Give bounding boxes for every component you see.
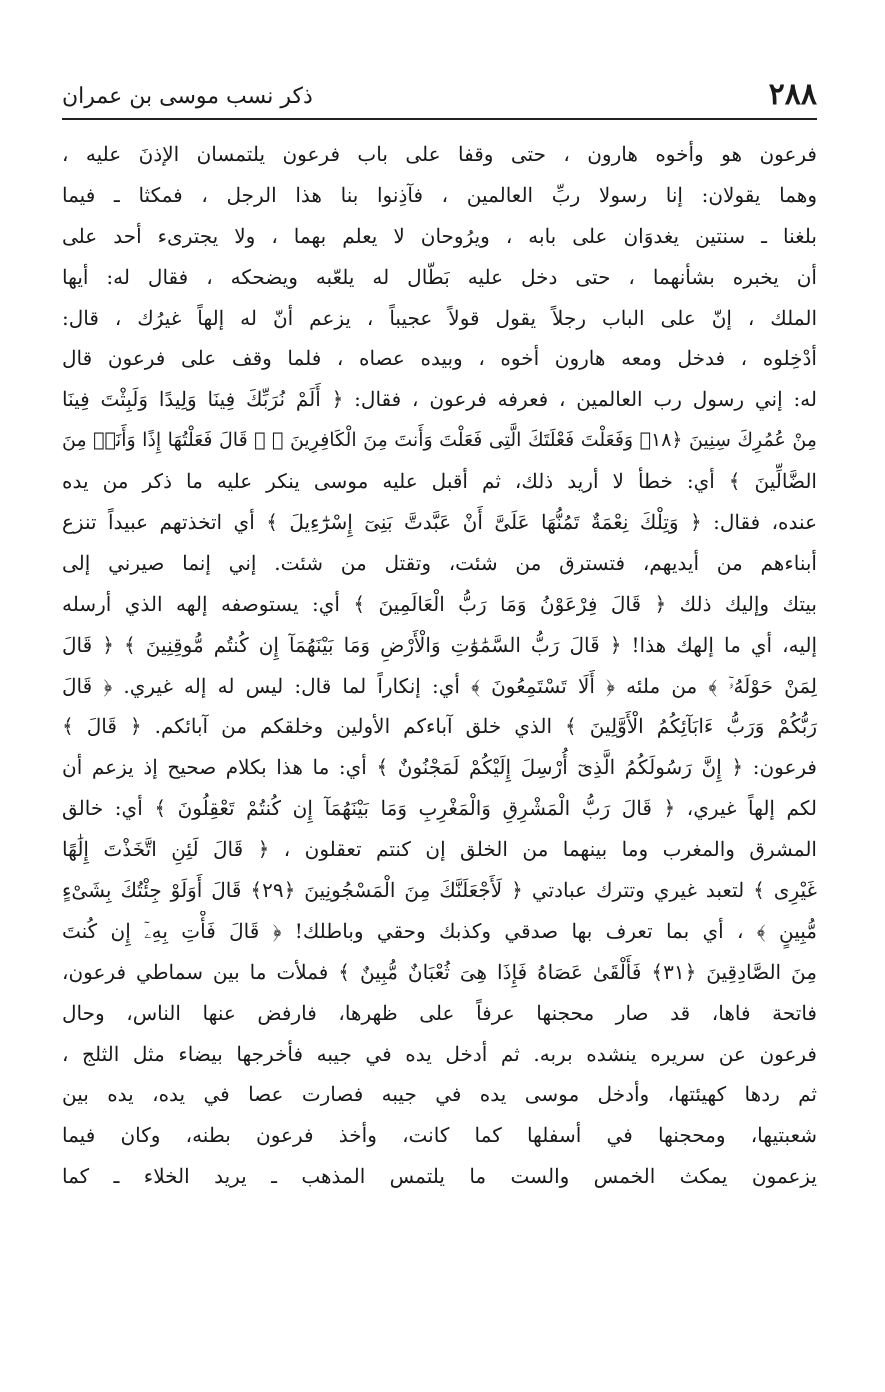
text-line: فاتحة فاها، قد صار محجنها عرفاً على ظهرها، فارفض عنها الناس، وحال [62,1000,817,1025]
text-line: الملك ، إنّ على الباب رجلاً يقول قولاً عجيباً ، يزعم أنّ له إلهاً غيرُك ، قال: [62,305,817,330]
page-header [62,78,817,118]
text-line: فرعون هو وأخوه هارون ، حتى وقفا على باب فرعون يلتمسان الإذنَ عليه ، [62,142,817,166]
text-line: بيتك وإليك ذلك ﴿ قَالَ فِرْعَوْنُ وَمَا رَبُّ الْعَالَمِينَ ﴾ أي: يستوصفه إلهه الذي أرسله [62,591,817,616]
text-line: يزعمون يمكث الخمس والست ما يلتمس المذهب ـ يريد الخلاء ـ كما [62,1164,817,1189]
text-line: له: إني رسول رب العالمين ، فعرفه فرعون ، فقال: ﴿ أَلَمْ نُرَبِّكَ فِينَا وَلِيدًا وَلَبِثْتَ فِينَا [62,387,817,412]
text-line: أبناءهم من أيديهم، فتسترق من شئت، وتقتل من شئت. إني إنما صيرني إلى [62,550,817,575]
text-line: ثم ردها كهيئتها، وأدخل موسى يده في جيبه فصارت عصا في يده، يده بين [62,1082,817,1107]
text-line: لكم إلهاً غيري، ﴿ قَالَ رَبُّ الْمَشْرِقِ وَالْمَغْرِبِ وَمَا بَيْنَهُمَآ إِن كُنتُمْ تَعْقِلُونَ ﴾ أي: خالق [62,796,817,821]
running-title: ذكر نسب موسى بن عمران [62,84,313,109]
text-line: مِنْ عُمُرِكَ سِنِينَ ﴿١٨﴾ وَفَعَلْتَ فَعْلَتَكَ الَّتِى فَعَلْتَ وَأَنتَ مِنَ الْكَافِرِينَ ﴾ ﴿ قَالَ فَعَلْتُهَا إِذًا وَأَنَا۠ مِنَ [62,429,817,452]
text-line: فرعون: ﴿ إِنَّ رَسُولَكُمُ الَّذِىٓ أُرْسِلَ إِلَيْكُمْ لَمَجْنُونٌ ﴾ أي: ما هذا بكلام صحيح إذ يزعم أن [62,755,817,780]
text-line: رَبُّكُمْ وَرَبُّ ءَابَآئِكُمُ الْأَوَّلِينَ ﴾ الذي خلق آباءكم الأولين وخلقكم من آبائكم. ﴿ قَالَ ﴾ [62,714,817,739]
text-line: لِمَنْ حَوْلَهُۥٓ ﴾ من ملئه ﴿ أَلَا تَسْتَمِعُونَ ﴾ أي: إنكاراً لما قال: ليس له إله غيري. ﴿ قَالَ [62,673,817,698]
text-line: شعبتيها، ومحجنها في أسفلها كما كانت، وأخذ فرعون بطنه، وكان فيما [62,1123,817,1148]
text-line: أن يخبره بشأنهما ، حتى دخل عليه بَطّال له يلعّبه ويضحكه ، فقال له: أيها [62,264,817,289]
text-line: الضَّالِّينَ ﴾ أي: خطأ لا أريد ذلك، ثم أقبل عليه موسى ينكر عليه ما ذكر من يده [62,469,817,494]
text-line: بلغنا ـ سنتين يغدوَان على بابه ، ويرُوحان لا يعلم بهما ، ولا يجترىء أحد على [62,223,817,248]
text-line: المشرق والمغرب وما بينهما من الخلق إن كنتم تعقلون ، ﴿ قَالَ لَئِنِ اتَّخَذْتَ إِلَٰهًا [62,837,817,862]
header-rule [62,118,817,120]
text-line: أدْخِلوه ، فدخل ومعه هارون أخوه ، وبيده عصاه ، فلما وقف على فرعون قال [62,346,817,371]
text-line: غَيْرِى ﴾ لتعبد غيري وتترك عبادتي ﴿ لَأَجْعَلَنَّكَ مِنَ الْمَسْجُونِينَ ﴿٢٩﴾ قَالَ أَوَلَوْ جِئْتُكَ بِشَىْءٍ [62,878,817,903]
text-line: عنده، فقال: ﴿ وَتِلْكَ نِعْمَةٌ تَمُنُّهَا عَلَىَّ أَنْ عَبَّدتَّ بَنِىٓ إِسْرَٰٓءِيلَ ﴾ أي اتخذتهم عبيداً تنزع [62,510,817,535]
text-line: مِنَ الصَّادِقِينَ ﴿٣١﴾ فَأَلْقَىٰ عَصَاهُ فَإِذَا هِىَ ثُعْبَانٌ مُّبِينٌ ﴾ فملأت ما بين سماطي فرعون، [62,959,817,984]
page-number: ٢٨٨ [768,77,817,112]
text-line: إليه، أي ما إلهك هذا! ﴿ قَالَ رَبُّ السَّمَٰوَٰتِ وَالْأَرْضِ وَمَا بَيْنَهُمَآ إِن كُنتُم مُّوقِنِينَ ﴾ ﴿ قَالَ [62,632,817,657]
text-line: وهما يقولان: إنا رسولا ربِّ العالمين ، فآذِنوا بنا هذا الرجل ، فمكثا ـ فيما [62,182,817,207]
body-text [62,134,817,1197]
text-line: مُّبِينٍ ﴾ ، أي بما تعرف بها صدقي وكذبك وحقي وباطلك! ﴿ قَالَ فَأْتِ بِهِۦٓ إِن كُنتَ [62,918,817,943]
text-line: فرعون عن سريره ينشده بربه. ثم أدخل يده في جيبه فأخرجها بيضاء مثل الثلج ، [62,1041,817,1066]
